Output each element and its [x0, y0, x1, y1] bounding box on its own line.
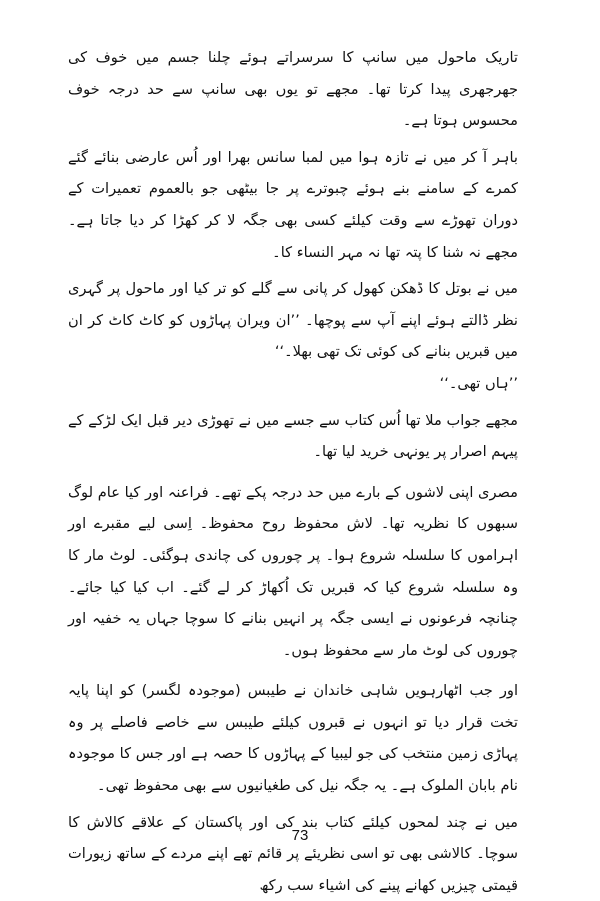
page-body-text [68, 42, 518, 901]
paragraph-3: میں نے بوتل کا ڈھکن کھول کر پانی سے گلے کو تر کیا اور ماحول پر گہری نظر ڈالتے ہوئے اپنے آپ سے پوچھا۔ ’’ان ویران پہاڑوں کو کاٹ کاٹ کر ان میں قبریں بنانے کی کوئی تک تھی بھلا۔‘‘ [68, 280, 518, 361]
paragraph-5: مجھے جواب ملا تھا اُس کتاب سے جسے میں نے تھوڑی دیر قبل ایک لڑکے کے پیہم اصرار پر یونہی خرید لیا تھا۔ [68, 411, 518, 461]
paragraph-2: باہر آ کر میں نے تازہ ہوا میں لمبا سانس بھرا اور اُس عارضی بنائے گئے کمرے کے سامنے بنے ہوئے چبوترے پر جا بیٹھی جو بالعموم تعمیرات کے دوران تھوڑے سے وقت کیلئے کسی بھی جگہ لا کر کھڑا کر دیا جاتا ہے۔ مجھے نہ شنا کا پتہ تھا نہ مہر النساء کا۔ [68, 148, 518, 261]
paragraph-4-quote: ’’ہاں تھی۔‘‘ [439, 374, 518, 392]
paragraph-6: مصری اپنی لاشوں کے بارے میں حد درجہ پکے تھے۔ فراعنہ اور کیا عام لوگ سبھوں کا نظریہ تھا۔ لاش محفوظ روح محفوظ۔ اِسی لیے مقبرے اور اہراموں کا سلسلہ شروع ہوا۔ پر چوروں کی چاندی ہوگئی۔ لوٹ مار کا وہ سلسلہ شروع کیا کہ قبریں تک اُکھاڑ کر لے گئے۔ اب کیا کیا جائے۔ چنانچہ فرعونوں نے ایسی جگہ پر انہیں بنانے کا سوچا جہاں یہ خفیہ اور چوروں کی لوٹ مار سے محفوظ ہوں۔ [68, 483, 518, 659]
page-number: 73 [291, 827, 309, 844]
paragraph-8: میں نے چند لمحوں کیلئے کتاب بند کی اور پاکستان کے علاقے کالاش کا سوچا۔ کالاشی بھی تو اسی نظریئے پر قائم تھے اپنے مردے کے ساتھ زیورات قیمتی چیزیں کھانے پینے کی اشیاء سب رکھ [68, 813, 518, 894]
paragraph-7: اور جب اٹھارہویں شاہی خاندان نے طیبس (موجودہ لگسر) کو اپنا پایہ تخت قرار دیا تو انہوں نے قبروں کیلئے طیبس سے خاصے فاصلے پر وہ پہاڑی زمین منتخب کی جو لیبیا کے پہاڑوں کا حصہ ہے اور جس کا موجودہ نام بابان الملوک ہے۔ یہ جگہ نیل کی طغیانیوں سے بھی محفوظ تھی۔ [68, 682, 518, 795]
paragraph-1: تاریک ماحول میں سانپ کا سرسراتے ہوئے چلنا جسم میں خوف کی جھرجھری پیدا کرتا تھا۔ مجھے تو یوں بھی سانپ سے حد درجہ خوف محسوس ہوتا ہے۔ [68, 49, 518, 130]
